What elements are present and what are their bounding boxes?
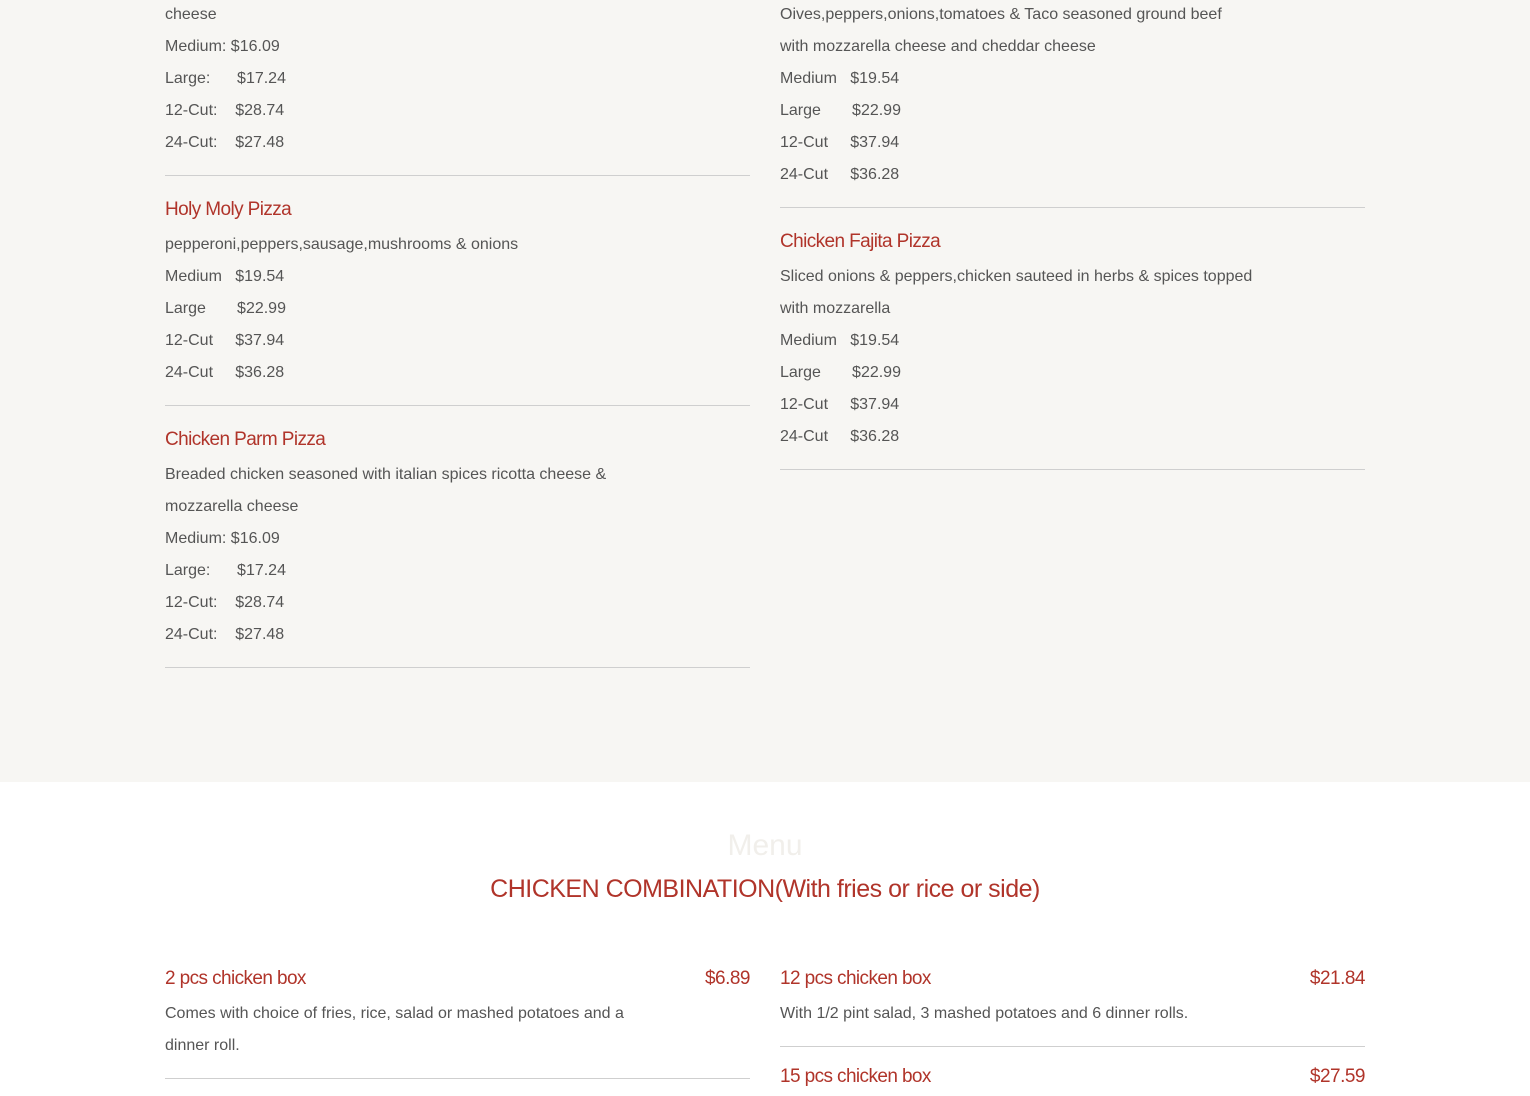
- menu-item-price-medium: Medium $19.54: [780, 332, 900, 349]
- menu-item-price-large: Large: $17.24: [165, 70, 286, 87]
- menu-item-price-large: Large $22.99: [780, 364, 901, 381]
- menu-item-price-12cut: 12-Cut: $28.74: [165, 102, 285, 119]
- menu-item: [165, 0, 750, 176]
- combo-name: 15 pcs chicken box: [780, 1066, 931, 1087]
- menu-item-price-medium: Medium: $16.09: [165, 38, 280, 55]
- menu-item-description: pepperoni,peppers,sausage,mushrooms & onions: [165, 236, 519, 253]
- menu-item: [780, 0, 1365, 208]
- combo-name: 2 pcs chicken box: [165, 968, 306, 989]
- menu-item-chicken-fajita: [780, 208, 1365, 470]
- combo-price: $6.89: [704, 968, 750, 989]
- menu-item-price-12cut: 12-Cut $37.94: [165, 332, 285, 349]
- menu-item-description: mozzarella cheese: [165, 498, 299, 515]
- menu-item-title: Holy Moly Pizza: [165, 199, 292, 220]
- chicken-combination-section: [0, 782, 1530, 1086]
- menu-item-price-12cut: 12-Cut $37.94: [780, 396, 900, 413]
- menu-item-holy-moly: [165, 176, 750, 406]
- menu-item-price-12cut: 12-Cut: $28.74: [165, 594, 285, 611]
- combo-description: With 1/2 pint salad, 3 mashed potatoes and 6 dinner rolls.: [780, 1005, 1189, 1022]
- menu-item-price-24cut: 24-Cut: $27.48: [165, 626, 285, 643]
- combo-description: Comes with choice of fries, rice, salad or mashed potatoes and a dinner roll.: [165, 1005, 624, 1054]
- combo-item-15pcs: [780, 1063, 1365, 1096]
- combo-price: $27.59: [1309, 1066, 1365, 1087]
- menu-item-description: Breaded chicken seasoned with italian spices ricotta cheese &: [165, 466, 607, 483]
- menu-item-chicken-parm: [165, 406, 750, 668]
- section-subheading: CHICKEN COMBINATION(With fries or rice or side): [490, 875, 1040, 903]
- combo-price: $21.84: [1309, 968, 1365, 989]
- menu-item-price-medium: Medium: $16.09: [165, 530, 280, 547]
- menu-item-description: with mozzarella: [780, 300, 891, 317]
- menu-item-price-24cut: 24-Cut $36.28: [780, 166, 900, 183]
- menu-item-description: with mozzarella cheese and cheddar cheese: [780, 38, 1096, 55]
- menu-item-description: Oives,peppers,onions,tomatoes & Taco seasoned ground beef: [780, 6, 1222, 23]
- menu-item-line: cheese: [165, 6, 217, 23]
- combo-item-12pcs: [780, 965, 1365, 1047]
- menu-item-price-large: Large: $17.24: [165, 562, 286, 579]
- combo-header: [780, 965, 1365, 993]
- menu-item-price-medium: Medium $19.54: [165, 268, 285, 285]
- menu-item-price-24cut: 24-Cut $36.28: [780, 428, 900, 445]
- menu-item-price-large: Large $22.99: [165, 300, 286, 317]
- combo-name: 12 pcs chicken box: [780, 968, 931, 989]
- menu-item-description: Sliced onions & peppers,chicken sauteed in herbs & spices topped: [780, 268, 1253, 285]
- combo-header: [165, 965, 750, 993]
- menu-item-price-medium: Medium $19.54: [780, 70, 900, 87]
- pizza-column-left: [165, 0, 750, 668]
- menu-item-title: Chicken Fajita Pizza: [780, 231, 941, 252]
- combo-item-2pcs: [165, 965, 750, 1079]
- menu-item-price-large: Large $22.99: [780, 102, 901, 119]
- section-heading: Menu: [727, 829, 803, 862]
- menu-item-price-12cut: 12-Cut $37.94: [780, 134, 900, 151]
- combo-header: [780, 1063, 1365, 1091]
- menu-item-price-24cut: 24-Cut: $27.48: [165, 134, 285, 151]
- menu-item-price-24cut: 24-Cut $36.28: [165, 364, 285, 381]
- pizza-column-right: [780, 0, 1365, 470]
- menu-item-title: Chicken Parm Pizza: [165, 429, 326, 450]
